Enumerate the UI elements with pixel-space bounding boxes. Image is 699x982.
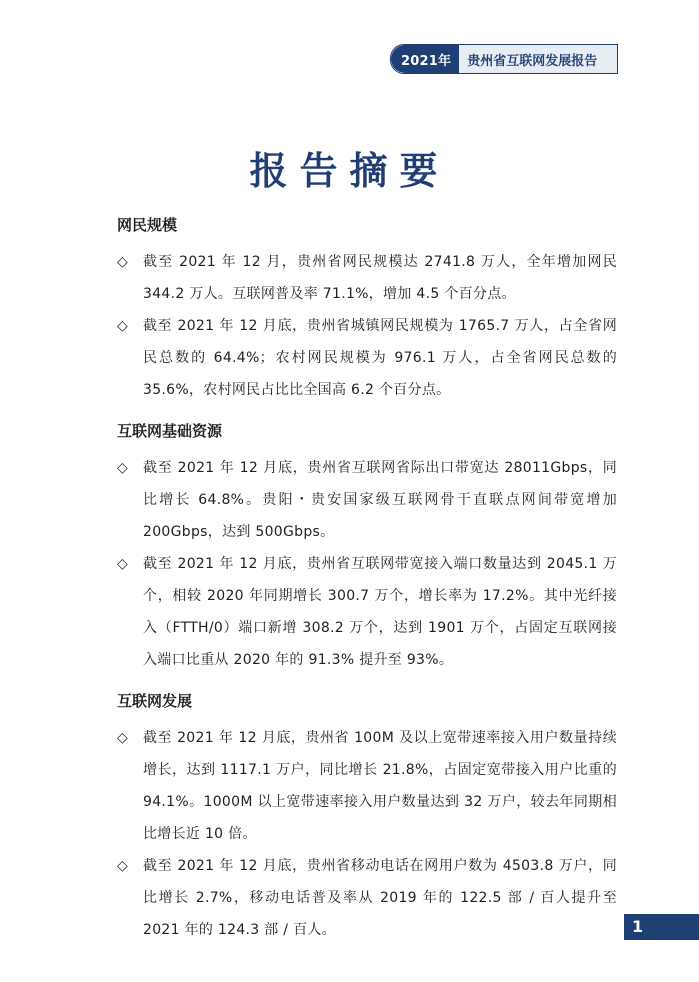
- section-heading: 互联网发展: [117, 692, 193, 710]
- item-text: 截至 2021 年 12 月底，贵州省移动电话在网用户数为 4503.8 万户，同比增长 2.7%，移动电话普及率从 2019 年的 122.5 部 / 百人提升至 2021 年的 124.3 部 / 百人。: [143, 858, 617, 938]
- report-header-badge: [390, 44, 618, 74]
- page-title: 报告摘要: [249, 148, 450, 193]
- list-item: [117, 548, 617, 676]
- item-text: 截至 2021 年 12 月底，贵州省 100M 及以上宽带速率接入用户数量持续增长，达到 1117.1 万户，同比增长 21.8%，占固定宽带接入用户比重的 94.1%。1000M 以上宽带速率接入用户数量达到 32 万户，较去年同期相比增长近 10 倍。: [143, 730, 617, 842]
- diamond-bullet-icon: ◇: [117, 460, 128, 476]
- diamond-bullet-icon: ◇: [117, 730, 128, 746]
- section-heading: 网民规模: [117, 216, 178, 234]
- diamond-bullet-icon: ◇: [117, 254, 128, 270]
- section-infrastructure: [117, 420, 617, 676]
- section-netizen-scale: [117, 214, 617, 406]
- list-item: [117, 246, 617, 310]
- list-item: [117, 310, 617, 406]
- summary-content: [117, 214, 617, 960]
- list-item: [117, 850, 617, 946]
- diamond-bullet-icon: ◇: [117, 858, 128, 874]
- item-text: 截至 2021 年 12 月底，贵州省互联网省际出口带宽达 28011Gbps，同比增长 64.8%。贵阳・贵安国家级互联网骨干直联点网间带宽增加 200Gbps，达到 500Gbps。: [143, 460, 617, 540]
- diamond-bullet-icon: ◇: [117, 556, 128, 572]
- section-internet-development: [117, 690, 617, 946]
- page-number: 1: [624, 914, 699, 940]
- list-item: [117, 722, 617, 850]
- diamond-bullet-icon: ◇: [117, 318, 128, 334]
- list-item: [117, 452, 617, 548]
- header-report-title: 贵州省互联网发展报告: [467, 53, 598, 69]
- header-year: 2021年: [391, 45, 459, 73]
- item-text: 截至 2021 年 12 月，贵州省网民规模达 2741.8 万人，全年增加网民 344.2 万人。互联网普及率 71.1%，增加 4.5 个百分点。: [143, 254, 617, 302]
- item-text: 截至 2021 年 12 月底，贵州省互联网带宽接入端口数量达到 2045.1 万个，相较 2020 年同期增长 300.7 万个，增长率为 17.2%。其中光纤接入（FTTH/0）端口新增 308.2 万个，达到 1901 万个，占固定互联网接入端口比重从 2020 年的 91.3% 提升至 93%。: [143, 556, 617, 668]
- section-heading: 互联网基础资源: [117, 422, 223, 440]
- item-text: 截至 2021 年 12 月底，贵州省城镇网民规模为 1765.7 万人，占全省网民总数的 64.4%；农村网民规模为 976.1 万人，占全省网民总数的 35.6%，农村网民占比比全国高 6.2 个百分点。: [143, 318, 617, 398]
